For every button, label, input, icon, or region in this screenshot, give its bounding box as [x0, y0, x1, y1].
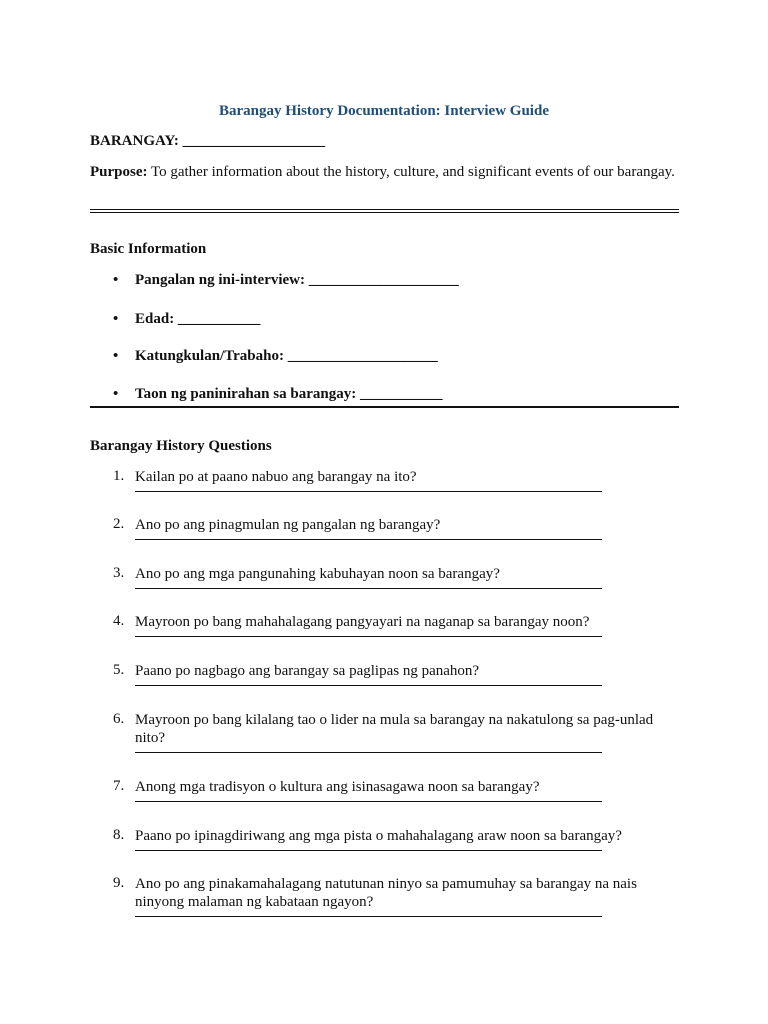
bullet-icon: • [113, 348, 119, 364]
question-text: Paano po ipinagdiriwang ang mga pista o mahahalagang araw noon sa barangay? [135, 828, 622, 844]
basic-info-item-text: Edad: ___________ [135, 311, 261, 327]
basic-info-item [113, 348, 438, 365]
basic-info-item-text: Pangalan ng ini-interview: ____________________ [135, 272, 459, 288]
question-number: 6. [113, 711, 125, 727]
question-text: Mayroon po bang kilalang tao o lider na mula sa barangay na nakatulong sa pag-unlad nito? [135, 712, 654, 746]
question-number: 4. [113, 613, 125, 629]
question-item [113, 565, 673, 589]
answer-line [135, 801, 602, 802]
answer-line [135, 491, 602, 492]
question-item [113, 468, 673, 492]
basic-info-item [113, 272, 459, 289]
purpose-text: To gather information about the history, culture, and significant events of our barangay. [147, 164, 675, 180]
question-text: Mayroon po bang mahahalagang pangyayari na naganap sa barangay noon? [135, 614, 590, 630]
answer-line [135, 916, 602, 917]
answer-line [135, 539, 602, 540]
bullet-icon: • [113, 272, 119, 288]
answer-line [135, 850, 602, 851]
question-number: 9. [113, 875, 125, 891]
question-item [113, 778, 673, 802]
answer-line [135, 636, 602, 637]
question-number: 7. [113, 778, 125, 794]
basic-info-item [113, 311, 260, 328]
section-divider [90, 406, 679, 408]
question-item [113, 613, 673, 637]
question-item [113, 827, 673, 851]
basic-info-heading: Basic Information [90, 241, 207, 257]
question-text: Ano po ang pinakamahalagang natutunan ninyo sa pamumuhay sa barangay na nais ninyong malaman ng kabataan ngayon? [135, 876, 637, 910]
basic-info-item-text: Katungkulan/Trabaho: ____________________ [135, 348, 438, 364]
purpose-paragraph [90, 163, 680, 181]
answer-line [135, 752, 602, 753]
question-text: Paano po nagbago ang barangay sa paglipas ng panahon? [135, 663, 480, 679]
question-number: 3. [113, 565, 125, 581]
double-divider [90, 209, 679, 213]
bullet-icon: • [113, 311, 119, 327]
question-item [113, 662, 673, 686]
history-questions-heading: Barangay History Questions [90, 438, 272, 454]
bullet-icon: • [113, 386, 119, 402]
barangay-field: BARANGAY: ___________________ [90, 133, 326, 149]
question-item [113, 516, 673, 540]
basic-info-item [113, 386, 442, 403]
answer-line [135, 685, 602, 686]
question-text: Kailan po at paano nabuo ang barangay na ito? [135, 469, 417, 485]
question-number: 2. [113, 516, 125, 532]
document-title: Barangay History Documentation: Interview Guide [219, 103, 549, 119]
basic-info-item-text: Taon ng paninirahan sa barangay: ___________ [135, 386, 443, 402]
question-text: Ano po ang pinagmulan ng pangalan ng barangay? [135, 517, 441, 533]
question-item [113, 875, 673, 917]
answer-line [135, 588, 602, 589]
question-number: 1. [113, 468, 125, 484]
question-text: Ano po ang mga pangunahing kabuhayan noon sa barangay? [135, 566, 500, 582]
question-number: 8. [113, 827, 125, 843]
question-item [113, 711, 673, 753]
purpose-label: Purpose: [90, 164, 148, 180]
question-text: Anong mga tradisyon o kultura ang isinasagawa noon sa barangay? [135, 779, 540, 795]
question-number: 5. [113, 662, 125, 678]
